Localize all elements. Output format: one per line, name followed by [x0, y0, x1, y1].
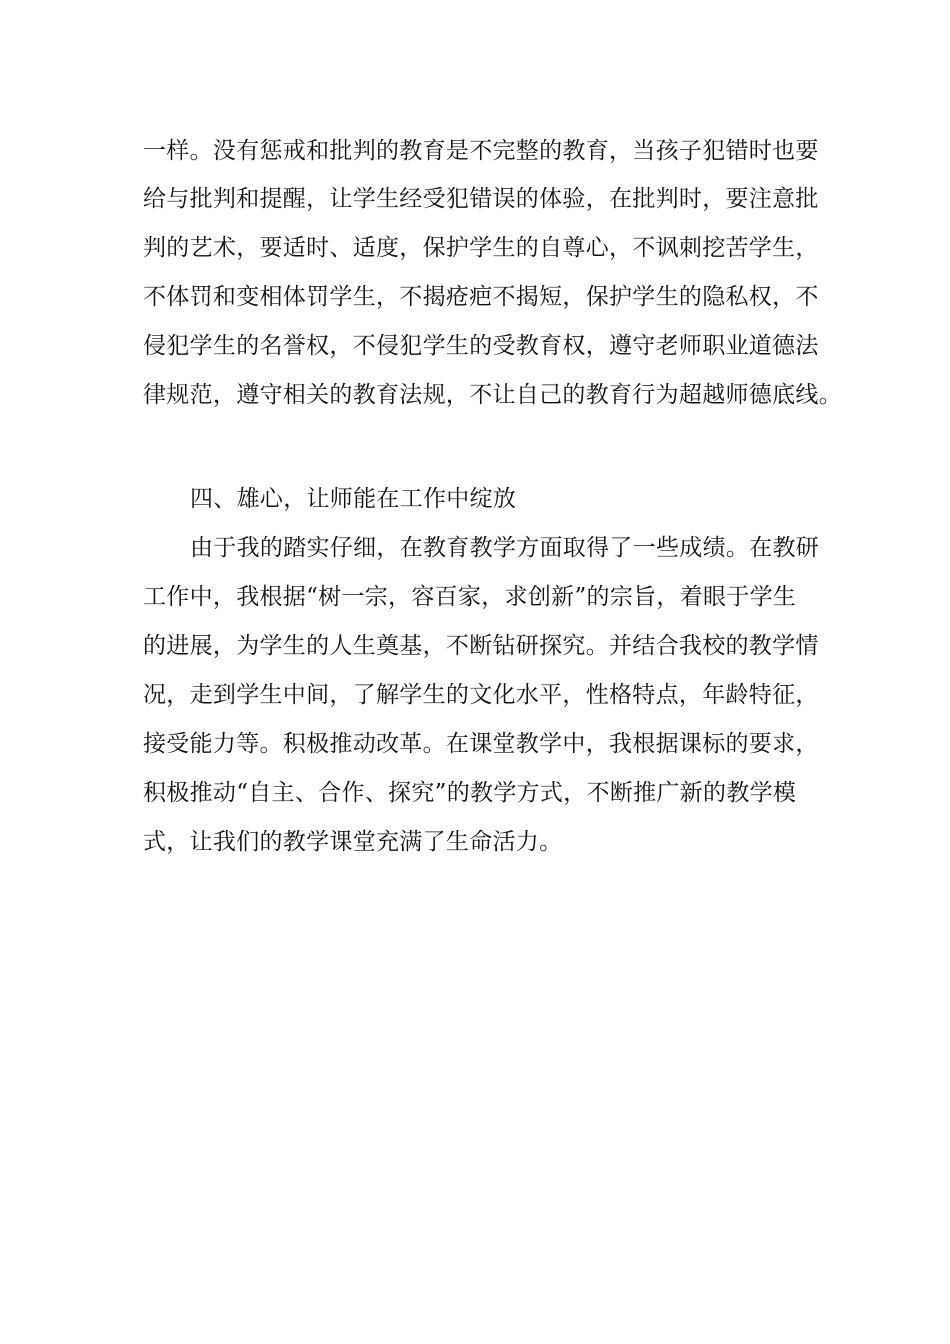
- paragraph-line: 的进展，为学生的人生奠基，不断钻研探究。并结合我校的教学情: [143, 633, 819, 659]
- paragraph-line: 律规范，遵守相关的教育法规，不让自己的教育行为超越师德底线。: [143, 382, 842, 408]
- paragraph-line: 侵犯学生的名誉权，不侵犯学生的受教育权，遵守老师职业道德法: [143, 333, 819, 359]
- paragraph-line: 由于我的踏实仔细，在教育教学方面取得了一些成绩。在教研: [190, 535, 820, 561]
- paragraph-line: 工作中，我根据“树一宗，容百家，求创新”的宗旨，着眼于学生: [143, 584, 797, 610]
- paragraph-line: 不体罚和变相体罚学生，不揭疮疤不揭短，保护学生的隐私权，不: [143, 284, 819, 310]
- section-heading: 四、雄心，让师能在工作中绽放: [190, 486, 517, 512]
- paragraph-line: 况，走到学生中间，了解学生的文化水平，性格特点，年龄特征，: [143, 682, 819, 708]
- paragraph-line: 积极推动“自主、合作、探究”的教学方式，不断推广新的教学模: [143, 780, 797, 806]
- paragraph-line: 接受能力等。积极推动改革。在课堂教学中，我根据课标的要求，: [143, 731, 819, 757]
- paragraph-line: 判的艺术，要适时、适度，保护学生的自尊心，不讽刺挖苦学生，: [143, 235, 819, 261]
- paragraph-line: 给与批判和提醒，让学生经受犯错误的体验，在批判时，要注意批: [143, 186, 819, 212]
- paragraph-line: 一样。没有惩戒和批判的教育是不完整的教育，当孩子犯错时也要: [143, 138, 819, 164]
- paragraph-line: 式，让我们的教学课堂充满了生命活力。: [143, 829, 563, 855]
